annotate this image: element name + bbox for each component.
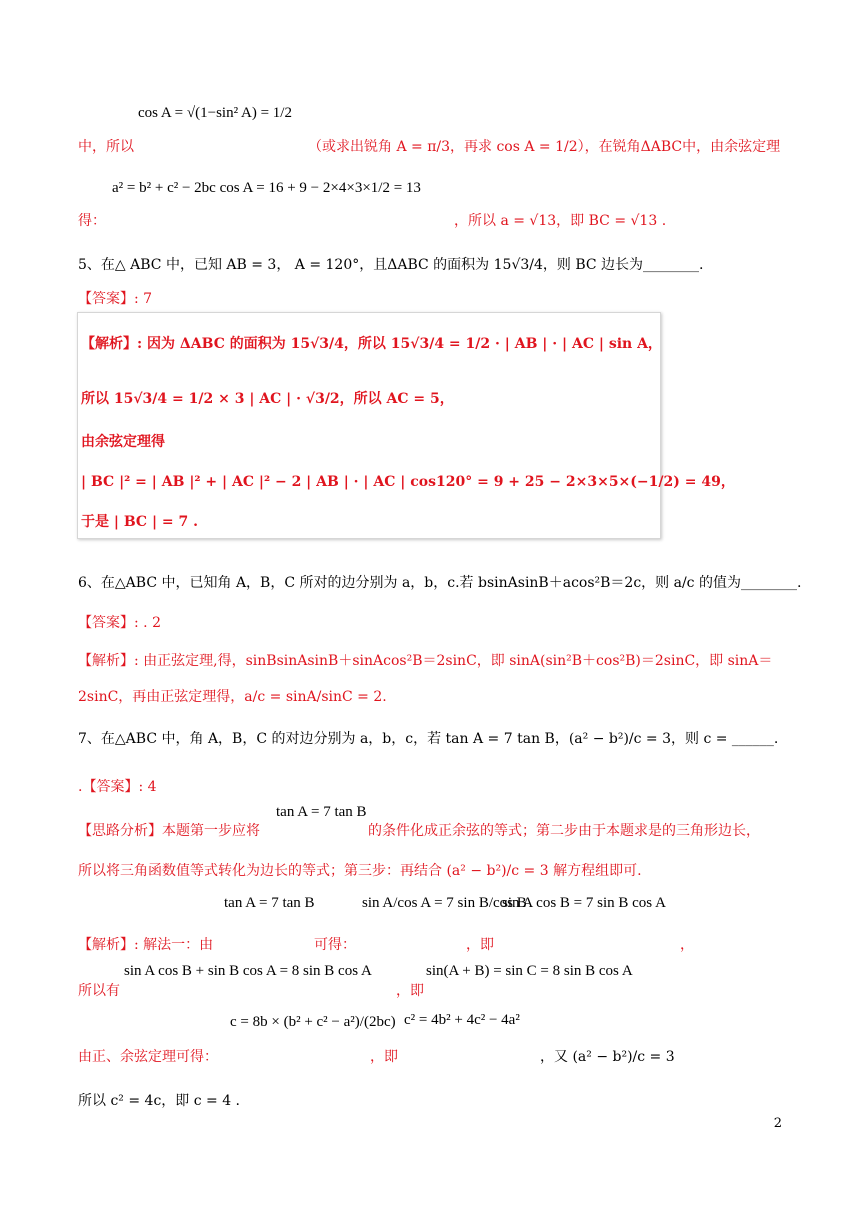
solution-5-line5: 于是 | BC | = 7 . (81, 514, 199, 530)
question-7: 7、在△ABC 中，角 A，B，C 的对边分别为 a，b，c，若 tan A = 7 tan B，(a² − b²)/c = 3，则 c = ______. (78, 731, 779, 747)
line2-text: （或求出锐角 A = π/3，再求 cos A = 1/2），在锐角ΔABC中，由余弦定理 (308, 139, 781, 155)
sol7-math7: c² = 4b² + 4c² − 4a² (404, 1012, 520, 1028)
sol7-math2: sin A/cos A = 7 sin B/cos B (362, 895, 527, 911)
solution-5-line4: | BC |² = | AB |² + | AC |² − 2 | AB | · | AC | cos120° = 9 + 25 − 2×3×5×(−1/2) = 49， (81, 474, 735, 490)
answer-5: 【答案】: 7 (78, 291, 153, 307)
sol7-math3: sin A cos B = 7 sin B cos A (502, 895, 666, 911)
solution-5-line3: 由余弦定理得 (81, 434, 165, 450)
answer-6: 【答案】: . 2 (78, 615, 161, 631)
a-squared-formula: a² = b² + c² − 2bc cos A = 16 + 9 − 2×4×3×1/2 = 13 (112, 180, 421, 196)
sol7-text1b: 可得： (314, 937, 356, 953)
solution-5-line2: 所以 15√3/4 = 1/2 × 3 | AC | · √3/2，所以 AC = 5， (81, 391, 454, 407)
hint-7-line2: 所以将三角函数值等式转化为边长的等式；第三步：再结合 (a² − b²)/c = 3 解方程组即可. (78, 863, 642, 879)
line4-prefix: 得： (78, 213, 106, 229)
sol7-text2a: 所以有 (78, 983, 120, 999)
sol7-text2b: ，即 (396, 983, 424, 999)
sol7-conclusion: 所以 c² = 4c，即 c = 4 . (78, 1093, 241, 1109)
question-6: 6、在△ABC 中，已知角 A，B，C 所对的边分别为 a，b，c.若 bsinAsinB＋acos²B＝2c，则 a/c 的值为________. (78, 575, 802, 591)
answer-7: .【答案】: 4 (78, 779, 157, 795)
sol7-text1a: 【解析】: 解法一：由 (78, 937, 214, 953)
line4-text: ，所以 a = √13，即 BC = √13 . (454, 213, 667, 229)
sol7-text3a: 由正、余弦定理可得： (78, 1049, 218, 1065)
sol7-text1c: ，即 (466, 937, 494, 953)
page-number: 2 (773, 1116, 782, 1131)
sol7-text1d: ， (680, 937, 694, 953)
solution-6-line2: 2sinC，再由正弦定理得，a/c = sinA/sinC = 2. (78, 689, 387, 705)
cosA-formula (138, 105, 292, 122)
sol7-math6: c = 8b × (b² + c² − a²)/(2bc) (230, 1014, 396, 1030)
hint-7-math: tan A = 7 tan B (276, 804, 367, 820)
line2-prefix: 中，所以 (78, 139, 134, 155)
solution-5-line1: 【解析】: 因为 ΔABC 的面积为 15√3/4，所以 15√3/4 = 1/2 · | AB | · | AC | sin A， (81, 336, 662, 352)
hint-7-line1a: 【思路分析】本题第一步应将 (78, 823, 260, 839)
sol7-math4: sin A cos B + sin B cos A = 8 sin B cos A (124, 963, 372, 979)
hint-7-line1b: 的条件化成正余弦的等式；第二步由于本题求是的三角形边长， (368, 823, 760, 839)
solution-6-line1: 【解析】: 由正弦定理,得，sinBsinAsinB＋sinAcos²B＝2sinC，即 sinA(sin²B＋cos²B)＝2sinC，即 sinA＝ (78, 653, 773, 669)
sol7-text3b: ，即 (370, 1049, 398, 1065)
sol7-math1: tan A = 7 tan B (224, 895, 315, 911)
sol7-text3c: ，又 (a² − b²)/c = 3 (540, 1049, 675, 1065)
cosA-formula-text: cos A = √(1−sin² A) = 1/2 (138, 105, 292, 121)
solution-5-box (77, 312, 735, 539)
sol7-math5: sin(A + B) = sin C = 8 sin B cos A (426, 963, 633, 979)
question-5: 5、在△ ABC 中，已知 AB = 3， A = 120°，且ΔABC 的面积为 15√3/4，则 BC 边长为________. (78, 257, 704, 273)
